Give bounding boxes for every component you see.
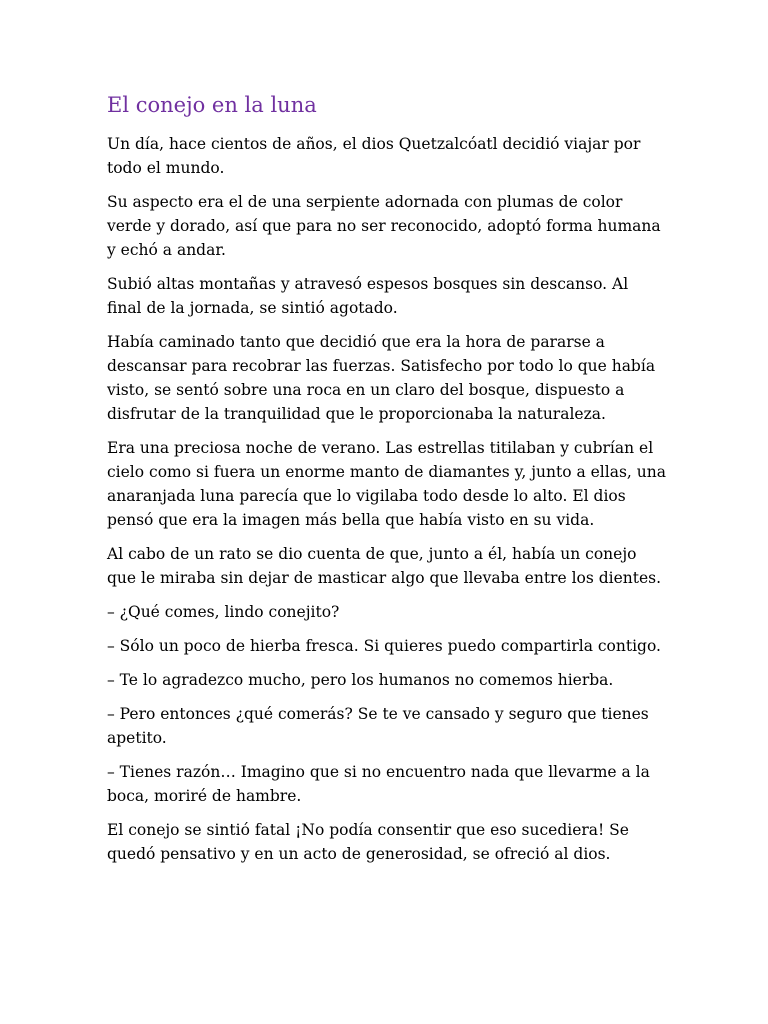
paragraph-2: Su aspecto era el de una serpiente adornada con plumas de color verde y dorado, así que para no ser reconocido, adoptó forma humana y echó a andar. (107, 193, 661, 259)
paragraph-6: Al cabo de un rato se dio cuenta de que, junto a él, había un conejo que le miraba sin dejar de masticar algo que llevaba entre los dientes. (107, 545, 662, 587)
paragraph-7: El conejo se sintió fatal ¡No podía consentir que eso sucediera! Se quedó pensativo y en un acto de generosidad, se ofreció al dios. (107, 821, 629, 863)
document-body (107, 90, 667, 876)
paragraph-5: Era una preciosa noche de verano. Las estrellas titilaban y cubrían el cielo como si fuera un enorme manto de diamantes y, junto a ellas, una anaranjada luna parecía que lo vigilaba todo desde lo alto. El dios pensó que era la imagen más bella que había visto en su vida. (107, 439, 666, 529)
paragraph-1: Un día, hace cientos de años, el dios Quetzalcóatl decidió viajar por todo el mundo. (107, 135, 641, 177)
dialogue-line-2: – Sólo un poco de hierba fresca. Si quieres puedo compartirla contigo. (107, 637, 661, 655)
paragraph-4: Había caminado tanto que decidió que era la hora de pararse a descansar para recobrar las fuerzas. Satisfecho por todo lo que había visto, se sentó sobre una roca en un claro del bosque, dispuesto a disfrutar de la tranquilidad que le proporcionaba la naturaleza. (107, 333, 656, 423)
dialogue-line-1: – ¿Qué comes, lindo conejito? (107, 603, 340, 621)
paragraph-3: Subió altas montañas y atravesó espesos bosques sin descanso. Al final de la jornada, se sintió agotado. (107, 275, 629, 317)
dialogue-line-5: – Tienes razón… Imagino que si no encuentro nada que llevarme a la boca, moriré de hambre. (107, 763, 650, 805)
dialogue-line-3: – Te lo agradezco mucho, pero los humanos no comemos hierba. (107, 671, 614, 689)
dialogue-line-4: – Pero entonces ¿qué comerás? Se te ve cansado y seguro que tienes apetito. (107, 705, 649, 747)
document-title: El conejo en la luna (107, 93, 317, 117)
